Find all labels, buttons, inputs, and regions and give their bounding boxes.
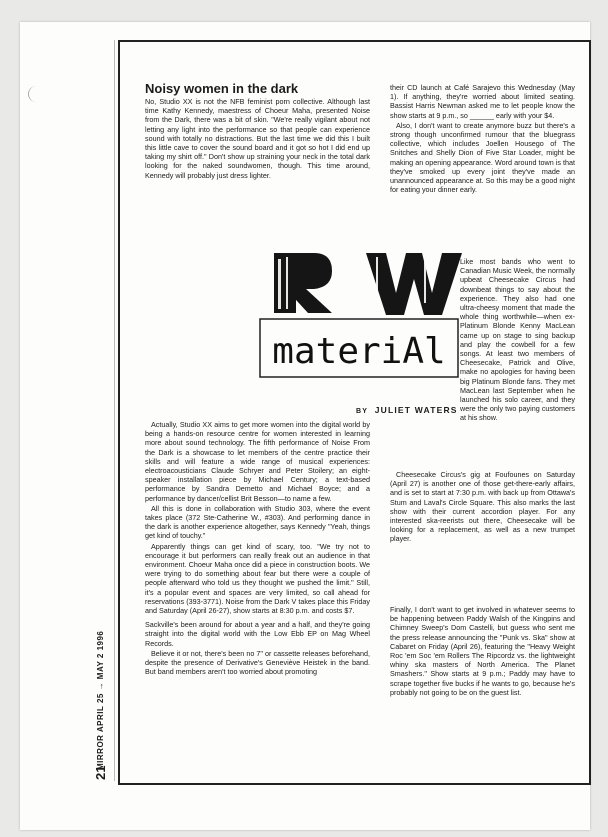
left-paragraph: Sackville's been around for about a year and a half, and they're going straight into the digital world with the Low Ebb EP on Mag Wheel Records.: [145, 620, 370, 648]
left-paragraph: Believe it or not, there's been no 7" or cassette releases beforehand, despite the presence of Derivative's Geneviève Heistek in the band. But band members aren't too worried about promoting: [145, 648, 370, 677]
right-column-bottom: [390, 600, 575, 698]
headline: Noisy women in the dark: [145, 81, 299, 96]
art-word: materiAl: [272, 331, 446, 372]
publication-date: MIRROR APRIL 25 → MAY 2 1996: [96, 630, 105, 770]
left-paragraph: No, Studio XX is not the NFB feminist porn collective. Although last time Kathy Kennedy, maestress of Choeur Maha, presented Noise from the Dark, there was a bit of skin. "We're really vigilant about not letting any light into the performance so that people can experience sound with totally no distractions. But the last time we did this I built this little cave to cover the sound board and it got so hot I did end up taking my shirt off." Don't show up straining your neck in the total dark looking for the naked soundwomen, though. This time around, Kennedy will probably just dress lighter.: [145, 97, 370, 180]
byline: [356, 405, 458, 415]
right-column-wrap: [460, 257, 575, 424]
raw-material-art: [256, 247, 462, 407]
byline-name: JULIET WATERS: [374, 405, 458, 415]
right-paragraph: their CD launch at Café Sarajevo this Wednesday (May 1). If anything, they're worried about limited seating. Bassist Harris Newman asked me to let people know the show starts at 9 p.m., so ______ early with your $4.: [390, 83, 575, 120]
right-paragraph: Finally, I don't want to get involved in whatever seems to be happening between Paddy Walsh of the Kingpins and Chimney Sweep's Dom Castelli, but guess who sent me the press release announcing the "Punk vs. Ska" show at Cabaret on Friday (April 26), featuring the "Heavy Weight Roc 'em Soc 'em Rollers The Ripcordz vs. the lightweight whiny ska masters of North America. The Planet Smashers." Show starts at 9 p.m.; Paddy may have to scrape together five bucks if he wants to go, because he's probably not going to be on the guest list.: [390, 605, 575, 697]
left-column-remaining: [145, 420, 370, 677]
right-paragraph: Like most bands who went to Canadian Music Week, the normally upbeat Cheesecake Circus had downbeat things to say about the experience. They also had one ultra-cheesy moment that made the whole thing worthwhile—when ex-Platinum Blonde Kenny MacLean came up on stage to sing backup and play the cowbell for a few songs. At least two members of Cheesecake, Patrick and Olive, make no apologies for having been big Platinum Blonde fans. They met MacLean last September when he launched his solo career, and they were the only two paying customers at his show.: [460, 257, 575, 423]
column-rule: [114, 40, 115, 781]
byline-prefix: BY: [356, 408, 369, 415]
right-column-mid: [390, 470, 575, 545]
left-column: [145, 81, 370, 181]
right-column: [390, 83, 575, 195]
left-paragraph: Apparently things can get kind of scary, too. "We try not to encourage it but performers can really freak out an audience in that environment. Choeur Maha once did a piece in construction boots. We were trying to do something about fear but there were a couple of people afterward who told us they thought we pushed the limit." Still, it's a popular event and spaces are very limited, so call ahead for reservations (393-3771). Noise from the Dark V takes place this Friday and Saturday (April 26-27), show starts at 8:30 p.m. and costs $7.: [145, 541, 370, 616]
left-paragraph: All this is done in collaboration with Studio 303, where the event takes place (372 Ste-Catherine W., #303). And performing dance in the dark is another experience altogether, says Kennedy "Yeah, things get kind of touchy.": [145, 503, 370, 541]
right-paragraph: Also, I don't want to create anymore buzz but there's a strong though unconfirmed rumour that the bluegrass collective, which includes Joellen Housego of The Snitches and Shelly Dion of Five Star Loader, might be making an opening appearance. Word around town is that they've smoked up every joint they've made an unannounced appearance at. So this may be a good night for eating your dinner early.: [390, 120, 575, 195]
left-paragraph: Actually, Studio XX aims to get more women into the digital world by being a hands-on resource centre for women interested in learning more about sound technology. The fifth performance of Noise From the Dark is a showcase to let members of the centre practice their skills and will feature a wide range of musical experiences: electroacousticians Claude Schryer and Peter Stoilery; an eight-speaker installation piece by Michael Century; a text-based performance by Sandra Demetto and Michael Boyce; and a performance by dancer/cellist Brit Besson—to name a few.: [145, 420, 370, 503]
page-number: 21: [93, 765, 108, 780]
margin-mark: [28, 86, 37, 102]
right-paragraph: Cheesecake Circus's gig at Foufounes on Saturday (April 27) is another one of those get-there-early affairs, and is set to start at 7:30 p.m. with back up from Ottawa's Stum and Laval's Circle Square. This also marks the last show with their current accordion player. For any interested ska-reerists out there, Cheesecake will be looking for a replacement, as well as a new trumpet player.: [390, 470, 575, 544]
